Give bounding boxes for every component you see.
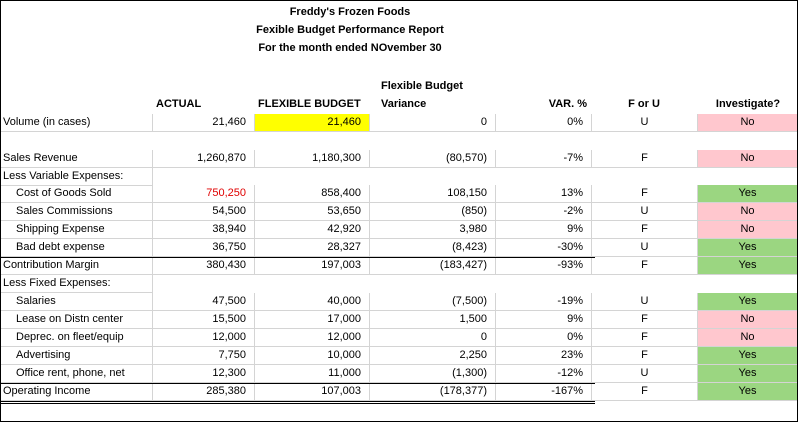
var-pct-value: 0%: [496, 114, 592, 132]
row-label: Office rent, phone, net: [0, 365, 153, 383]
variance-value: (183,427): [370, 257, 496, 275]
flex-budget-value: 858,400: [255, 185, 370, 203]
actual-value: 12,300: [153, 365, 255, 383]
investigate-badge: Yes: [698, 365, 798, 383]
row-label: Lease on Distn center: [0, 311, 153, 329]
var-pct-value: 9%: [496, 311, 592, 329]
variance-value: (1,300): [370, 365, 496, 383]
row-label: Deprec. on fleet/equip: [0, 329, 153, 347]
col-header-variance-line2: Variance: [381, 98, 427, 110]
flex-budget-value: 1,180,300: [255, 150, 370, 168]
flex-budget-value: 28,327: [255, 239, 370, 257]
actual-value: 380,430: [153, 257, 255, 275]
row-label: Contribution Margin: [0, 257, 153, 275]
row-label: Bad debt expense: [0, 239, 153, 257]
rule-below-operating-income-2: [0, 403, 595, 404]
investigate-badge: Yes: [698, 293, 798, 311]
row-label: Cost of Goods Sold: [0, 185, 153, 203]
variance-value: 0: [370, 114, 496, 132]
variance-value: 3,980: [370, 221, 496, 239]
investigate-badge: No: [698, 329, 798, 347]
flex-budget-value: 11,000: [255, 365, 370, 383]
company-title: Freddy's Frozen Foods: [289, 6, 411, 18]
row-label: Less Fixed Expenses:: [0, 275, 153, 293]
investigate-badge: Yes: [698, 239, 798, 257]
f-or-u-value: F: [592, 311, 698, 329]
actual-value: 38,940: [153, 221, 255, 239]
report-title: Fexible Budget Performance Report: [256, 24, 444, 36]
variance-value: 2,250: [370, 347, 496, 365]
f-or-u-value: F: [592, 257, 698, 275]
actual-value: 12,000: [153, 329, 255, 347]
f-or-u-value: U: [592, 365, 698, 383]
flex-budget-value: 40,000: [255, 293, 370, 311]
var-pct-value: -2%: [496, 203, 592, 221]
var-pct-value: 0%: [496, 329, 592, 347]
f-or-u-value: F: [592, 185, 698, 203]
f-or-u-value: U: [592, 293, 698, 311]
variance-value: (80,570): [370, 150, 496, 168]
var-pct-value: 13%: [496, 185, 592, 203]
row-label: Advertising: [0, 347, 153, 365]
variance-value: 0: [370, 329, 496, 347]
investigate-badge: No: [698, 203, 798, 221]
col-header-investigate: Investigate?: [715, 98, 781, 110]
row-label: Less Variable Expenses:: [0, 168, 153, 186]
f-or-u-value: U: [592, 239, 698, 257]
investigate-badge: Yes: [698, 347, 798, 365]
f-or-u-value: F: [592, 383, 698, 401]
col-header-var-pct: VAR. %: [548, 98, 587, 110]
var-pct-value: -30%: [496, 239, 592, 257]
variance-value: 1,500: [370, 311, 496, 329]
actual-value: 47,500: [153, 293, 255, 311]
investigate-badge: Yes: [698, 257, 798, 275]
actual-value: 285,380: [153, 383, 255, 401]
f-or-u-value: U: [592, 203, 698, 221]
actual-value: 7,750: [153, 347, 255, 365]
variance-value: (8,423): [370, 239, 496, 257]
f-or-u-value: U: [592, 114, 698, 132]
row-label: Volume (in cases): [0, 114, 153, 132]
var-pct-value: -7%: [496, 150, 592, 168]
rule-above-contribution-margin: [0, 257, 595, 258]
col-header-f-or-u: F or U: [628, 98, 660, 110]
variance-value: (850): [370, 203, 496, 221]
actual-value: 54,500: [153, 203, 255, 221]
row-label: Sales Revenue: [0, 150, 153, 168]
flex-budget-value: 17,000: [255, 311, 370, 329]
row-label: Operating Income: [0, 383, 153, 401]
flex-budget-value: 10,000: [255, 347, 370, 365]
row-label: Shipping Expense: [0, 221, 153, 239]
report-period: For the month ended NOvember 30: [258, 42, 442, 54]
rule-below-operating-income-1: [0, 401, 595, 402]
col-header-variance-line1: Flexible Budget: [381, 80, 463, 92]
flex-budget-value: 12,000: [255, 329, 370, 347]
var-pct-value: 9%: [496, 221, 592, 239]
variance-value: 108,150: [370, 185, 496, 203]
flex-budget-value: 53,650: [255, 203, 370, 221]
var-pct-value: -93%: [496, 257, 592, 275]
flex-budget-value: 197,003: [255, 257, 370, 275]
var-pct-value: -167%: [496, 383, 592, 401]
actual-value: 750,250: [153, 185, 255, 203]
actual-value: 36,750: [153, 239, 255, 257]
investigate-badge: No: [698, 311, 798, 329]
f-or-u-value: F: [592, 150, 698, 168]
col-header-actual: ACTUAL: [156, 98, 202, 110]
actual-value: 21,460: [153, 114, 255, 132]
row-label: Sales Commissions: [0, 203, 153, 221]
row-label: Salaries: [0, 293, 153, 311]
flex-budget-value: 42,920: [255, 221, 370, 239]
flex-budget-value: 107,003: [255, 383, 370, 401]
col-header-flexible-budget: FLEXIBLE BUDGET: [258, 98, 361, 110]
variance-value: (7,500): [370, 293, 496, 311]
var-pct-value: 23%: [496, 347, 592, 365]
f-or-u-value: F: [592, 347, 698, 365]
f-or-u-value: F: [592, 329, 698, 347]
variance-value: (178,377): [370, 383, 496, 401]
investigate-badge: No: [698, 150, 798, 168]
actual-value: 15,500: [153, 311, 255, 329]
investigate-badge: Yes: [698, 383, 798, 401]
investigate-badge: No: [698, 114, 798, 132]
investigate-badge: No: [698, 221, 798, 239]
var-pct-value: -12%: [496, 365, 592, 383]
actual-value: 1,260,870: [153, 150, 255, 168]
investigate-badge: Yes: [698, 185, 798, 203]
rule-above-operating-income: [0, 383, 595, 384]
flex-budget-value: 21,460: [255, 114, 370, 132]
f-or-u-value: F: [592, 221, 698, 239]
var-pct-value: -19%: [496, 293, 592, 311]
